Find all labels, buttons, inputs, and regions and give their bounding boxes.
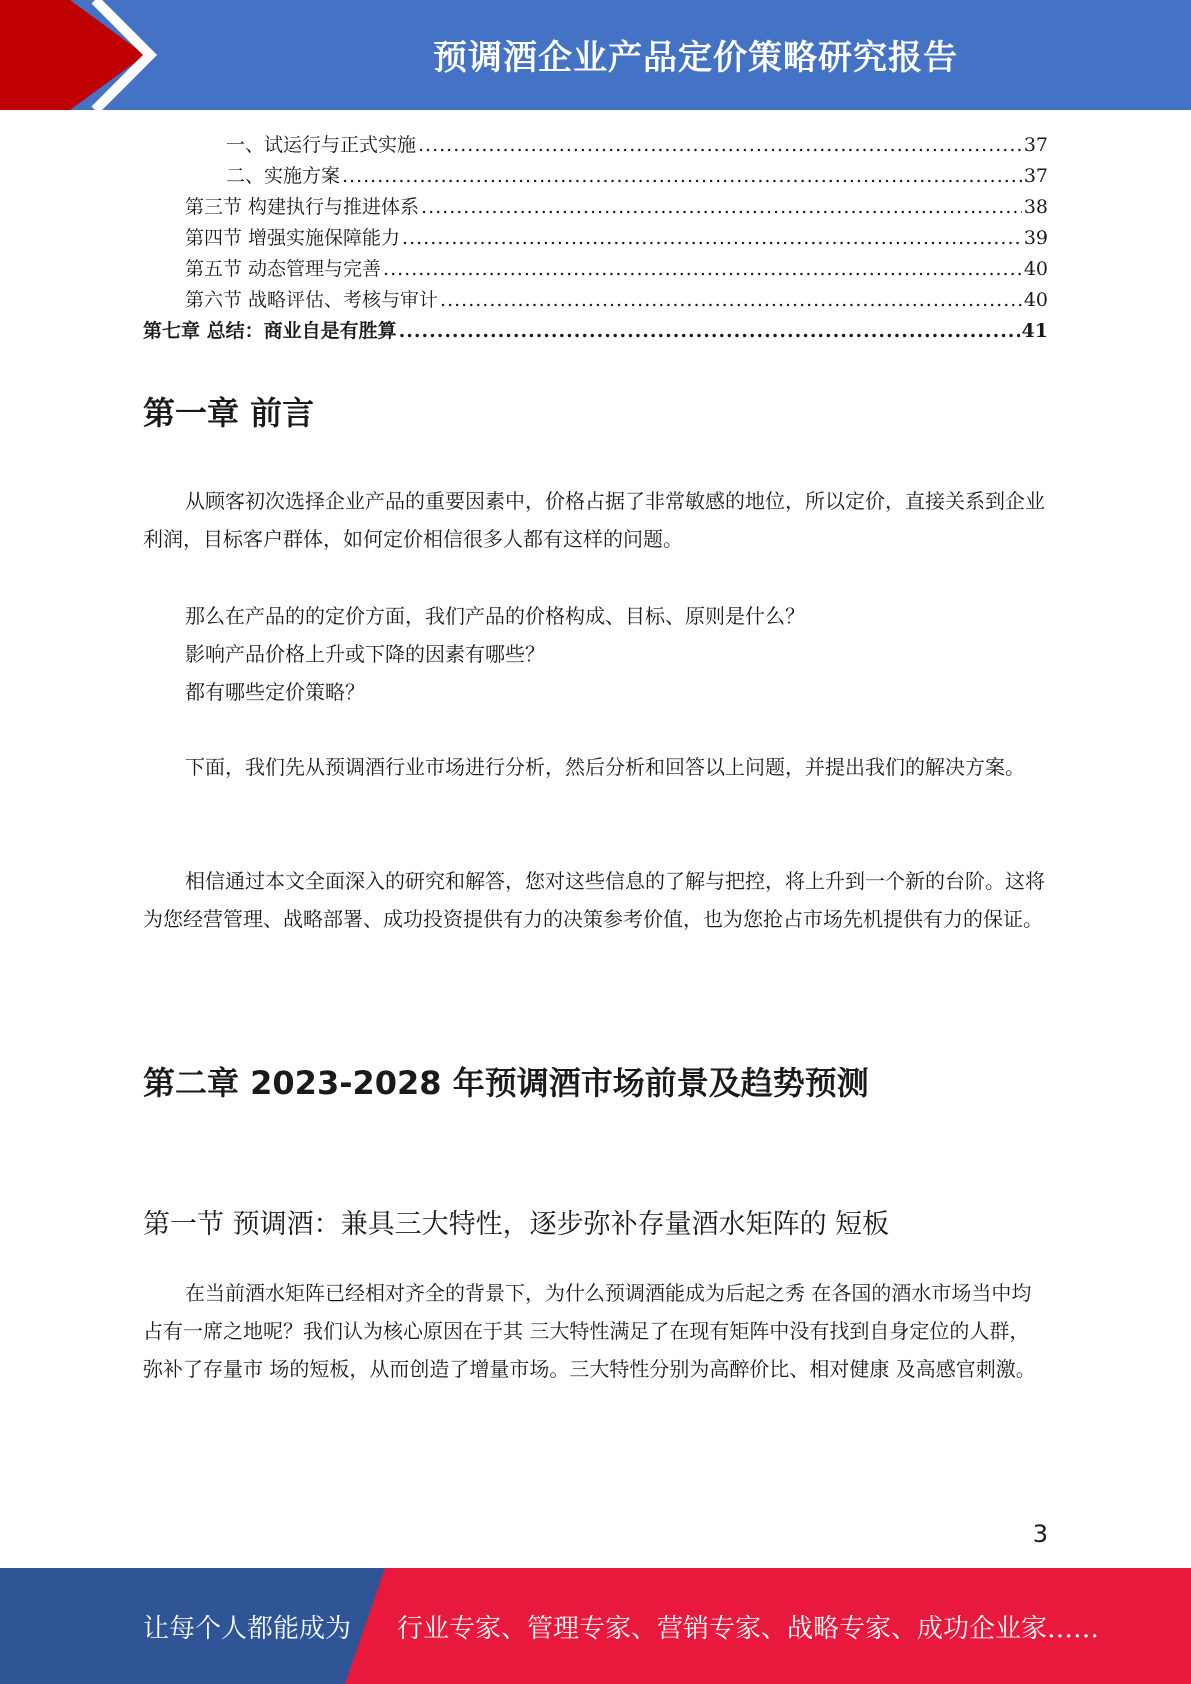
toc-entry-label: 第五节 动态管理与完善 bbox=[185, 258, 382, 280]
toc-leader-dots bbox=[421, 192, 1022, 223]
toc-entry-label: 第三节 构建执行与推进体系 bbox=[185, 196, 420, 218]
toc-entry-page: 41 bbox=[1021, 320, 1048, 342]
table-of-contents bbox=[143, 130, 1048, 347]
toc-entry[interactable] bbox=[143, 254, 1048, 285]
toc-entry-label: 第四节 增强实施保障能力 bbox=[185, 227, 401, 249]
footer-slogan-left: 让每个人都能成为 bbox=[143, 1614, 352, 1644]
chapter-2-heading: 第二章 2023-2028 年预调酒市场前景及趋势预测 bbox=[143, 1064, 869, 1102]
toc-entry-page: 38 bbox=[1023, 196, 1048, 218]
chapter-1-question-1: 那么在产品的的定价方面，我们产品的价格构成、目标、原则是什么？ bbox=[185, 604, 805, 628]
toc-entry-page: 40 bbox=[1023, 289, 1048, 311]
chapter-1-paragraph-2: 下面，我们先从预调酒行业市场进行分析，然后分析和回答以上问题，并提出我们的解决方案。 bbox=[185, 755, 1025, 779]
toc-entry[interactable] bbox=[143, 223, 1048, 254]
toc-entry-page: 40 bbox=[1023, 258, 1048, 280]
toc-entry[interactable] bbox=[143, 285, 1048, 316]
toc-entry-label: 一、试运行与正式实施 bbox=[226, 134, 417, 156]
chapter-1-paragraph-1: 从顾客初次选择企业产品的重要因素中，价格占据了非常敏感的地位，所以定价，直接关系到企业利润，目标客户群体，如何定价相信很多人都有这样的问题。 bbox=[143, 489, 1045, 551]
page-footer bbox=[0, 1568, 1191, 1684]
toc-entry-page: 37 bbox=[1023, 165, 1048, 187]
toc-entry-label: 第六节 战略评估、考核与审计 bbox=[185, 289, 439, 311]
chapter-1-question-3: 都有哪些定价策略？ bbox=[185, 680, 365, 704]
toc-leader-dots bbox=[399, 316, 1020, 347]
section-1-paragraph-1: 在当前酒水矩阵已经相对齐全的背景下，为什么预调酒能成为后起之秀 在各国的酒水市场当中均占有一席之地呢？我们认为核心原因在于其 三大特性满足了在现有矩阵中没有找到自身定位的人群，弥补了存量市 场的短板，从而创造了增量市场。三大特性分别为高醉价比、相对健康 及高感官刺激。 bbox=[143, 1281, 1036, 1381]
footer-slogan-right: 行业专家、管理专家、营销专家、战略专家、成功企业家…… bbox=[397, 1614, 1100, 1644]
toc-leader-dots bbox=[418, 130, 1022, 161]
toc-entry[interactable] bbox=[143, 316, 1048, 347]
toc-leader-dots bbox=[342, 161, 1022, 192]
toc-entry[interactable] bbox=[143, 192, 1048, 223]
page-number: 3 bbox=[1032, 1520, 1048, 1548]
toc-entry[interactable] bbox=[143, 130, 1048, 161]
toc-entry-page: 37 bbox=[1023, 134, 1048, 156]
toc-entry-label: 第七章 总结：商业自是有胜算 bbox=[143, 320, 397, 342]
page-header bbox=[0, 0, 1191, 110]
chapter-1-question-2: 影响产品价格上升或下降的因素有哪些？ bbox=[185, 642, 545, 666]
toc-leader-dots bbox=[383, 254, 1022, 285]
toc-leader-dots bbox=[440, 285, 1022, 316]
section-1-heading: 第一节 预调酒：兼具三大特性，逐步弥补存量酒水矩阵的 短板 bbox=[143, 1209, 890, 1240]
document-title: 预调酒企业产品定价策略研究报告 bbox=[433, 38, 958, 78]
chapter-1-paragraph-3: 相信通过本文全面深入的研究和解答，您对这些信息的了解与把控，将上升到一个新的台阶。这将为您经营管理、战略部署、成功投资提供有力的决策参考价值，也为您抢占市场先机提供有力的保证。 bbox=[143, 869, 1045, 931]
toc-leader-dots bbox=[402, 223, 1022, 254]
toc-entry[interactable] bbox=[143, 161, 1048, 192]
toc-entry-page: 39 bbox=[1023, 227, 1048, 249]
toc-entry-label: 二、实施方案 bbox=[226, 165, 341, 187]
chapter-1-heading: 第一章 前言 bbox=[143, 394, 315, 432]
